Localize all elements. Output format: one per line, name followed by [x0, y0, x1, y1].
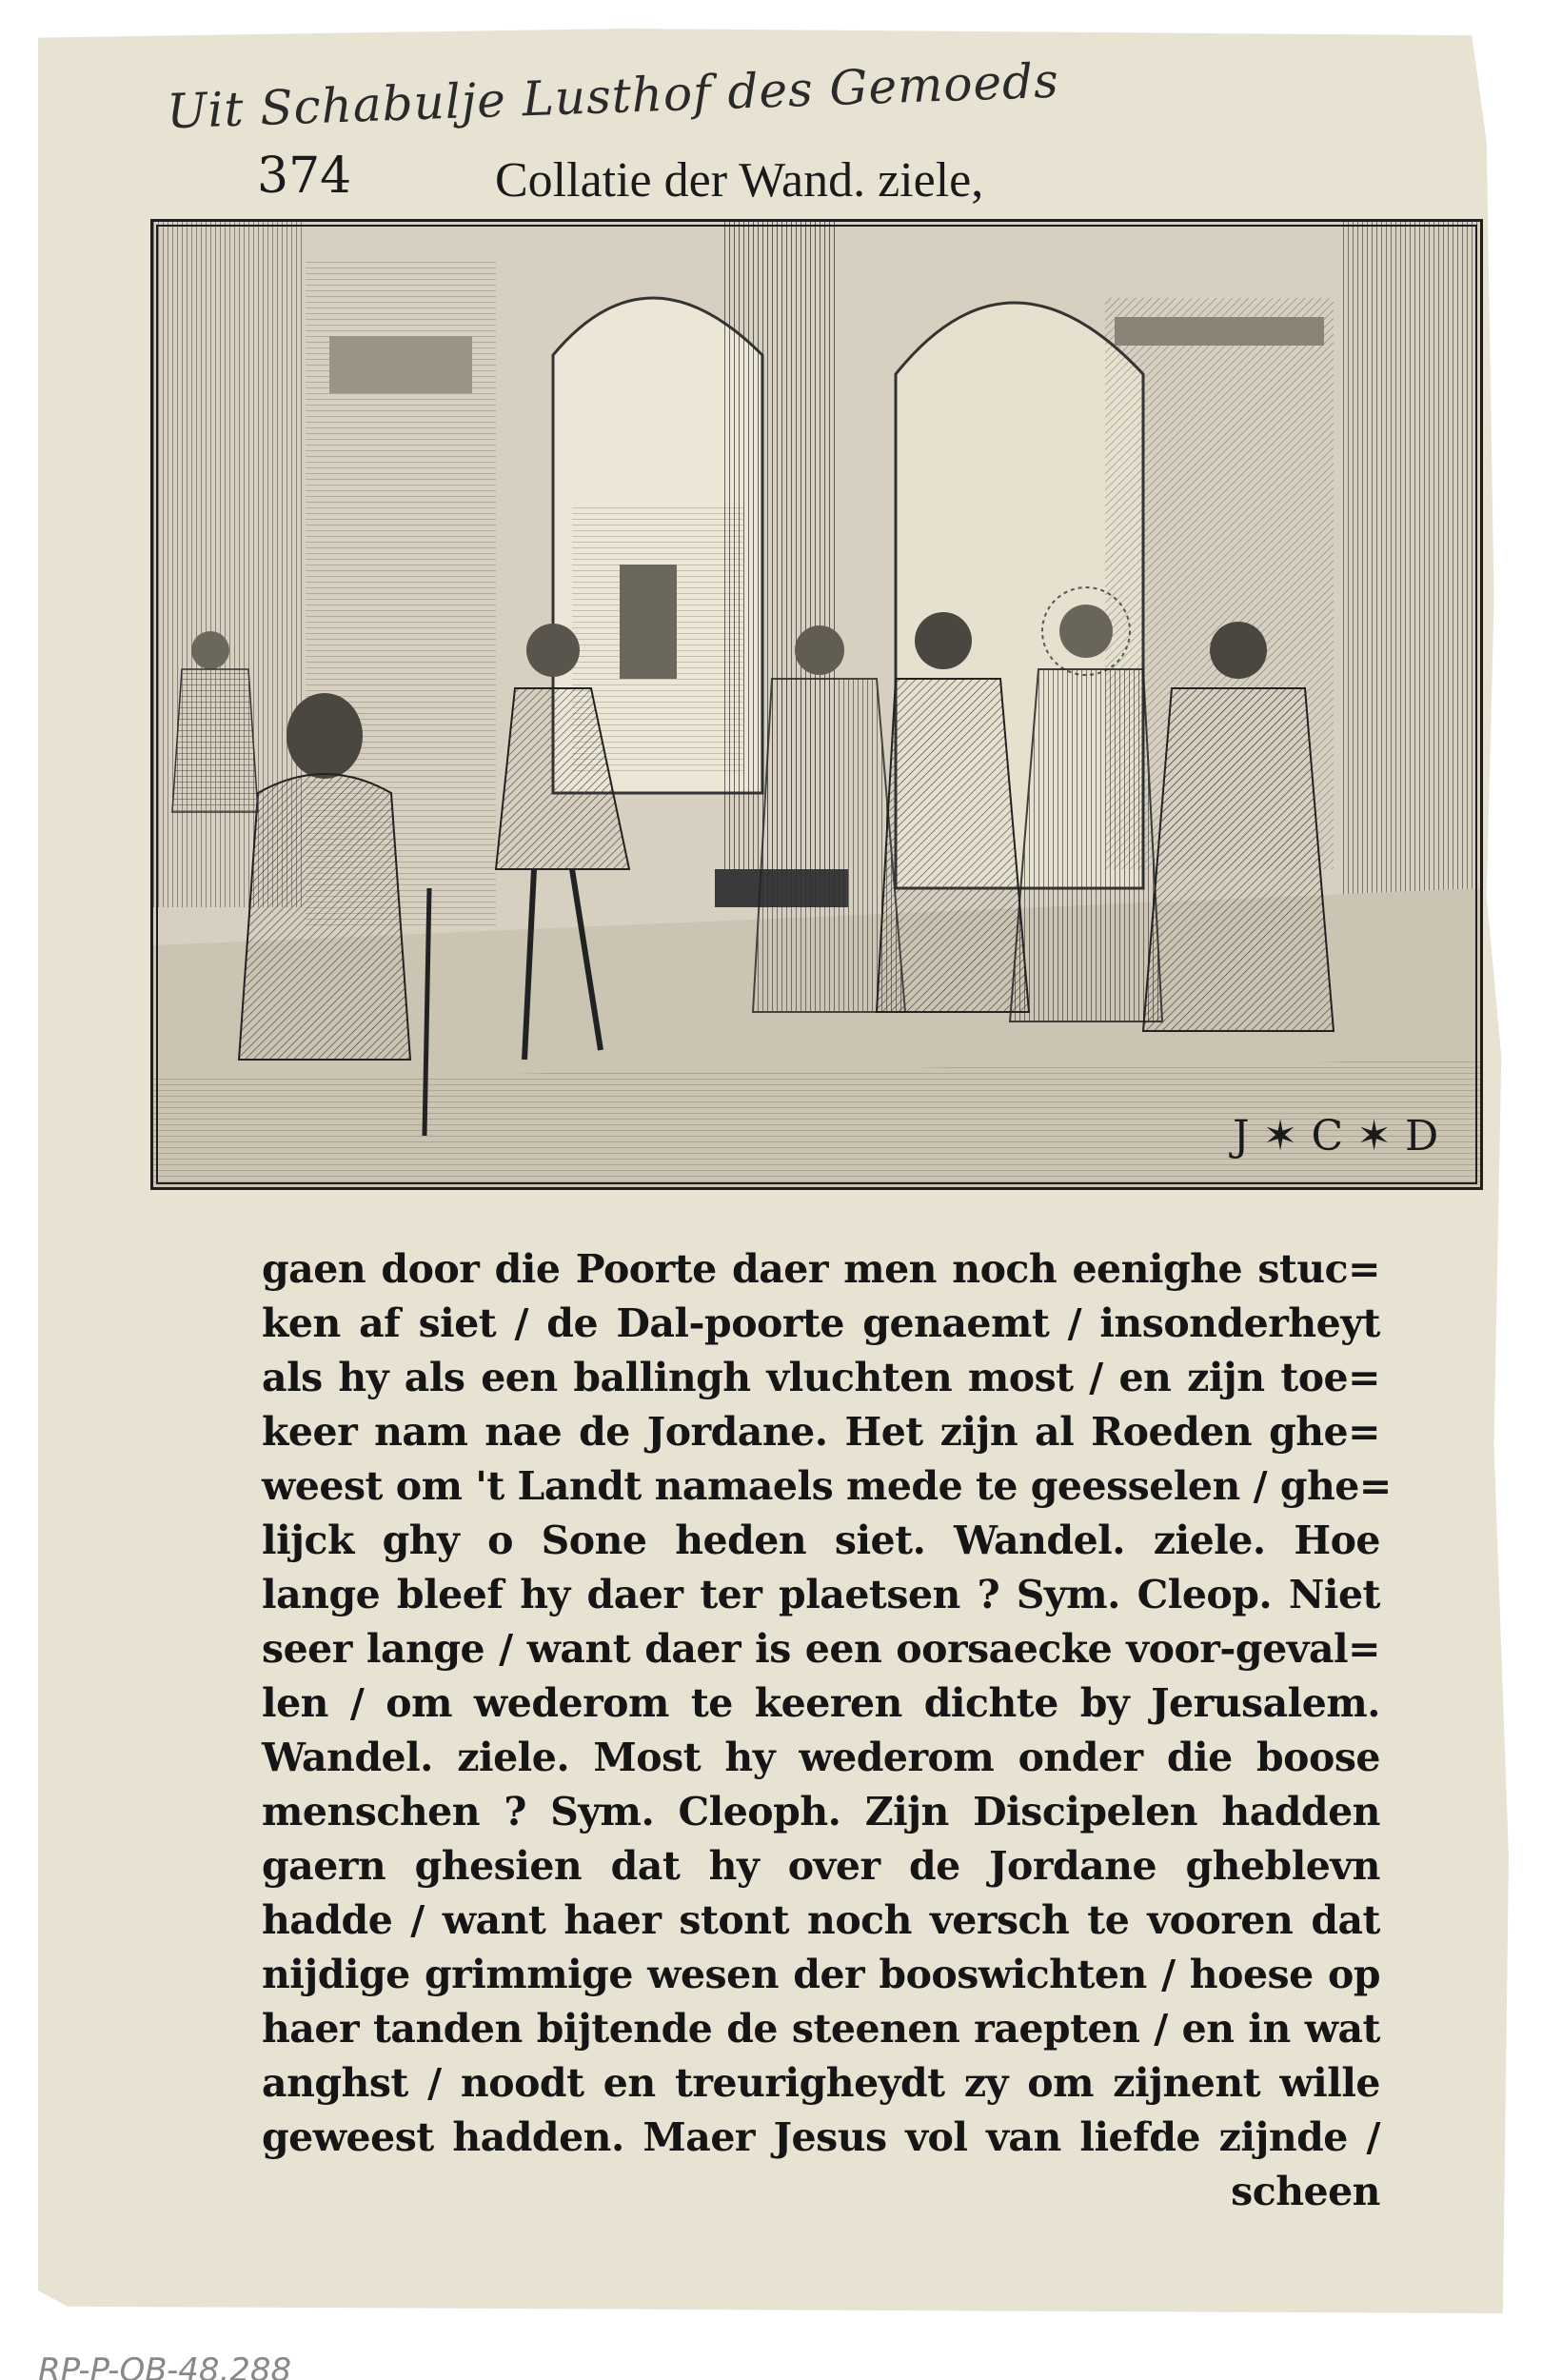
catalog-number: RP-P-OB-48.288 [38, 2351, 292, 2380]
text-line: menschen ? Sym. Cleoph. Zijn Discipelen hadden [262, 1789, 1380, 1835]
text-line: ken af siet / de Dal-poorte genaemt / insonderheyt [262, 1300, 1380, 1346]
text-line: gaern ghesien dat hy over de Jordane gheblevn [262, 1843, 1380, 1889]
balcony [1115, 317, 1324, 346]
text-line: nijdige grimmige wesen der booswichten / hoese op [262, 1952, 1380, 1997]
text-line: hadde / want haer stont noch versch te vooren dat [262, 1897, 1380, 1943]
page-header [0, 148, 1542, 214]
text-line: keer nam nae de Jordane. Het zijn al Roeden ghe= [262, 1409, 1380, 1455]
engraver-monogram: J ✶ C ✶ D [1233, 1112, 1439, 1160]
text-line: seer lange / want daer is een oorsaecke voor-geval= [262, 1626, 1380, 1672]
text-line: geweest hadden. Maer Jesus vol van liefde zijnde / [262, 2114, 1380, 2160]
text-line: anghst / noodt en treurigheydt zy om zijnent wille [262, 2060, 1380, 2106]
page-number: 374 [257, 148, 352, 205]
handwritten-note: Uit Schabulje Lusthof des Gemoeds [166, 52, 1060, 140]
text-line: lange bleef hy daer ter plaetsen ? Sym. Cleop. Niet [262, 1572, 1380, 1617]
text-line: gaen door die Poorte daer men noch eenighe stuc= [262, 1246, 1380, 1292]
back-doorway [620, 565, 677, 679]
text-line: als hy als een ballingh vluchten most / en zijn toe= [262, 1355, 1380, 1400]
catchword: scheen [1231, 2169, 1380, 2214]
running-head: Collatie der Wand. ziele, [495, 153, 984, 208]
left-cornice [329, 336, 472, 393]
right-pillar [1343, 222, 1480, 945]
text-line: len / om wederom te keeren dichte by Jerusalem. [262, 1680, 1380, 1726]
text-line: Wandel. ziele. Most hy wederom onder die boose [262, 1735, 1380, 1780]
engraving-illustration [150, 219, 1483, 1190]
text-line: haer tanden bijtende de steenen raepten / en in wat [262, 2006, 1380, 2052]
body-text [262, 1242, 1392, 2219]
text-line: weest om 't Landt namaels mede te geesselen / ghe= [262, 1463, 1392, 1509]
text-line: lijck ghy o Sone heden siet. Wandel. ziele. Hoe [262, 1517, 1380, 1563]
engraving-scene [153, 222, 1480, 1187]
